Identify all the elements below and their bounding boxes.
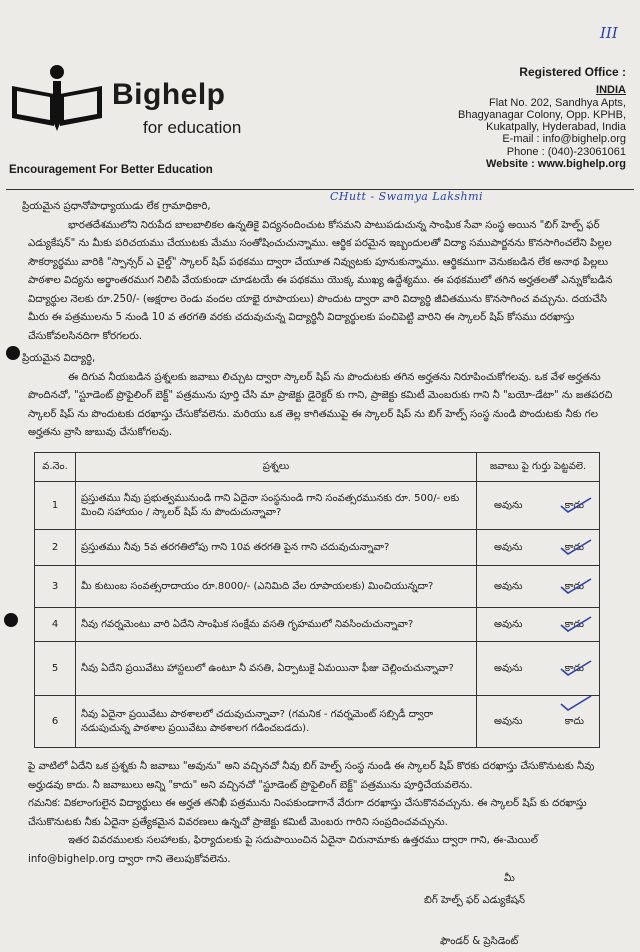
- office-country: INDIA: [596, 84, 626, 97]
- table-row: [35, 608, 600, 642]
- row-answer: [477, 482, 600, 530]
- page-number: III: [600, 24, 618, 42]
- row-number: 4: [35, 608, 76, 642]
- eligibility-paragraph: పై వాటిలో ఏదేని ఒక ప్రశ్నకు నీ జవాబు "అవును" అని వచ్చినచో నీవు బిగ్ హెల్ప్ సంస్థ నుండి ఈ స్కాలర్ షిప్ కొరకు దరఖాస్తు చేసుకొనుటకు నీవు అర్హుడవు కాదు. నీ జవాబులు అన్ని "కాదు" అని వచ్చినచో "స్టూడెంట్ ప్రొఫైలింగ్ బెక్ట్" పత్రమును పూర్తిచేయవలెను.: [28, 761, 595, 791]
- punch-hole-dot: [6, 346, 20, 360]
- answer-yes[interactable]: అవును: [494, 618, 523, 630]
- row-answer: [477, 530, 600, 566]
- signature-mee: మీ: [504, 873, 515, 884]
- office-phone: Phone : (040)-23061061: [506, 145, 626, 158]
- registered-office: [386, 66, 626, 170]
- letter-intro: [22, 198, 618, 346]
- office-email: E-mail : info@bighelp.org: [502, 133, 626, 146]
- checkmark-icon: [559, 577, 593, 595]
- table-row: [35, 530, 600, 566]
- checkmark-icon: [559, 659, 593, 677]
- note-paragraph: గమనిక: వికలాంగులైన విద్యార్థులు ఈ అర్హత తనిఖీ పత్రమును నింపకుండాగానే వేరుగా దరఖాస్తు చేసుకొనవచ్చును. ఈ స్కాలర్ షిప్ కు దరఖాస్తు చేసుకొనుటకు నీకు ఏదైనా ప్రత్యేకమైన వివరణలు ఉన్నచో ప్రాజెక్టు కమిటీ మెంబరు గారిని సంప్రదించవచ్చును.: [28, 798, 587, 828]
- row-number: 2: [35, 530, 76, 566]
- punch-hole-dot: [4, 613, 18, 627]
- answer-yes[interactable]: అవును: [494, 541, 523, 553]
- letter-student: [22, 350, 618, 443]
- brand-name: Bighelp: [112, 78, 226, 111]
- row-question: ప్రస్తుతము నీవు 5వ తరగతిలోపు గాని 10వ తరగతి పైన గాని చదువుచున్నావా?: [76, 530, 477, 566]
- row-answer: [477, 608, 600, 642]
- answer-yes[interactable]: అవును: [494, 499, 523, 511]
- table-row: [35, 566, 600, 608]
- answer-yes[interactable]: అవును: [494, 662, 523, 674]
- signature-role: ఫౌండర్ & ప్రెసిడెంట్: [440, 936, 519, 947]
- checkmark-icon: [559, 538, 593, 556]
- office-website: Website : www.bighelp.org: [486, 158, 626, 171]
- checkmark-icon: [559, 694, 593, 712]
- col-answer-header: జవాబు పై గుర్తు పెట్టవలె.: [477, 453, 600, 482]
- bighelp-logo-icon: [8, 64, 106, 134]
- row-answer: [477, 566, 600, 608]
- handwritten-note: CHutt - Swamya Lakshmi: [330, 190, 484, 203]
- row-question: ప్రస్తుతము నీవు ప్రభుత్వమునుండి గాని ఏదైనా సంస్థనుండి గాని సంవత్సరమునకు రూ. 500/- లకు మించి సహాయం / స్కాలర్ షిప్ ను పొందుచున్నావా?: [76, 482, 477, 530]
- tagline: Encouragement For Better Education: [9, 164, 213, 176]
- table-row: [35, 482, 600, 530]
- row-question: మీ కుటుంబ సంవత్సరాదాయం రూ.8000/- (ఎనిమిది వేల రూపాయలకు) మించియున్నదా?: [76, 566, 477, 608]
- intro-paragraph: భారతదేశములోని నిరుపేద బాలబాలికల ఉన్నతికై విద్యనందించుట కోసమని పాటుపడుచున్న సాంఘిక సేవా సంస్థ అయిన "బిగ్ హెల్ప్ ఫర్ ఎడ్యుకేషన్" ను మీకు పరిచయము చేయుటకు మేము సంతోషించుచున్నాము. ఆర్థిక పరమైన ఇబ్బందులతో విద్యా సముపార్జనను కొనసాగించలేని పిల్లల సౌకర్యార్థము వారికి "స్పాన్సర్ ఎ చైల్డ్" స్కాలర్ షిప్ పథకము ద్వారా చేయూత నివ్వుటకు పూనుకున్నాము. ఆర్థికముగా వెనుకబడిన లేక అనాథ పిల్లలు పాఠశాల విద్యను అర్థాంతరముగ నిలిపి వేయకుండా చూడటయే ఈ పథకము యొక్క ముఖ్య ఉద్దేశ్యము. ఈ పథకములో తగిన అర్హతలతో ఎన్నుకోబడిన విద్యార్థుల నెలకు రూ.250/- (అక్షరాల రెండు వందల యాభై రూపాయలు) పొందుట ద్వారా వారి విద్యార్థి జీవితమును కొనసాగించ వచ్చును. దయచేసి మీరు ఈ పత్రములను 5 నుండి 10 వ తరగతి వరకు చదువుచున్న విద్యార్థినీ విద్యార్థులకు పంచిపెట్టి వారిని ఈ స్కాలర్ షిప్ కోసము దరఖాస్తు చేసుకోవలసినదిగా కోరగలరు.: [28, 219, 613, 342]
- answer-no[interactable]: కాదు: [564, 662, 584, 674]
- brand-subtitle: for education: [143, 118, 242, 137]
- col-question-header: ప్రశ్నలు: [76, 453, 477, 482]
- answer-no[interactable]: కాదు: [564, 580, 584, 592]
- student-paragraph: ఈ దిగువ నీయబడిన ప్రశ్నలకు జవాబు లిచ్చుట ద్వారా స్కాలర్ షిప్ ను పొందుటకు తగిన అర్హతను నిరూపించుకోగలవు. ఒక వేళ అర్హతను పొందినచో, "స్టూడెంట్ ప్రొఫైలింగ్ బెక్ట్" పత్రమును పూర్తి చేసి మా ప్రాజెక్టు డైరెక్టర్ కు గాని, ప్రాజెక్టు కమిటీ మెంబరుకు గాని నీ "బయో-డేటా" ను జతపరచి స్కాలర్ షిప్ ను పొందుటకు దరఖాస్తు చేసుకోవలెను. మరియు ఒక తెల్ల కాగితముపై ఈ స్కాలర్ షిప్ ను బిగ్ హెల్ప్ సంస్థ నుండి పొందుటకు నీకు గల అర్హతను వ్రాసి జుబువు చేసుకోగలవు.: [28, 371, 613, 438]
- checkmark-icon: [559, 496, 593, 514]
- contact-paragraph: ఇతర వివరములకు సలహాలకు, ఫిర్యాదులకు పై సదుపాయించిన ఏదైనా చిరునామాకు ఉత్తరము ద్వారా గాని, ఈ-మెయిల్ info@bighelp.org ద్వారా గాని తెలుపుకోవలెను.: [28, 835, 538, 865]
- answer-no[interactable]: కాదు: [564, 541, 584, 553]
- row-answer: [477, 696, 600, 748]
- office-line: Bhagyanagar Colony, Opp. KPHB,: [458, 108, 626, 121]
- answer-no[interactable]: కాదు: [564, 618, 584, 630]
- row-number: 1: [35, 482, 76, 530]
- row-number: 3: [35, 566, 76, 608]
- salutation-student: ప్రియమైన విద్యార్థి,: [22, 353, 96, 364]
- row-question: నీవు గవర్నమెంటు వారి ఏదేని సాంఘిక సంక్షేమ వసతి గృహములో నివసించుచున్నావా?: [76, 608, 477, 642]
- row-question: నీవు ఏదేని ప్రయివేటు హాస్టలులో ఉంటూ నీ వసతి, ఏర్పాటుకై ఏమయినా ఫీజు చెల్లించుచున్నావా?: [76, 642, 477, 696]
- answer-yes[interactable]: అవును: [494, 715, 523, 727]
- answer-yes[interactable]: అవును: [494, 580, 523, 592]
- answer-no[interactable]: కాదు: [564, 715, 584, 727]
- checkmark-icon: [559, 615, 593, 633]
- table-row: [35, 696, 600, 748]
- signature-org: బిగ్ హెల్ప్ ఫర్ ఎడ్యుకేషన్: [424, 895, 526, 906]
- table-header-row: [35, 453, 600, 482]
- office-line: Flat No. 202, Sandhya Apts,: [489, 96, 626, 109]
- salutation-headmaster: ప్రియమైన ప్రధానోపాధ్యాయుడు లేక గ్రామాధికారి,: [22, 201, 211, 212]
- letter-footer: [28, 758, 618, 869]
- answer-no[interactable]: కాదు: [564, 499, 584, 511]
- row-number: 6: [35, 696, 76, 748]
- office-title: Registered Office :: [519, 65, 626, 79]
- table-row: [35, 642, 600, 696]
- row-answer: [477, 642, 600, 696]
- office-line: Kukatpally, Hyderabad, India: [486, 121, 626, 134]
- header-divider: [6, 189, 634, 190]
- eligibility-table: [34, 452, 600, 748]
- row-question: నీవు ఏదైనా ప్రయివేటు పాఠశాలలో చదువుచున్నావా? (గమనిక - గవర్నమెంట్ సబ్సిడీ ద్వారా నడుపుచున్న పాఠశాల ప్రయివేటు పాఠశాలగ గడించబడదు).: [76, 696, 477, 748]
- col-number-header: వ.నెం.: [35, 453, 76, 482]
- row-number: 5: [35, 642, 76, 696]
